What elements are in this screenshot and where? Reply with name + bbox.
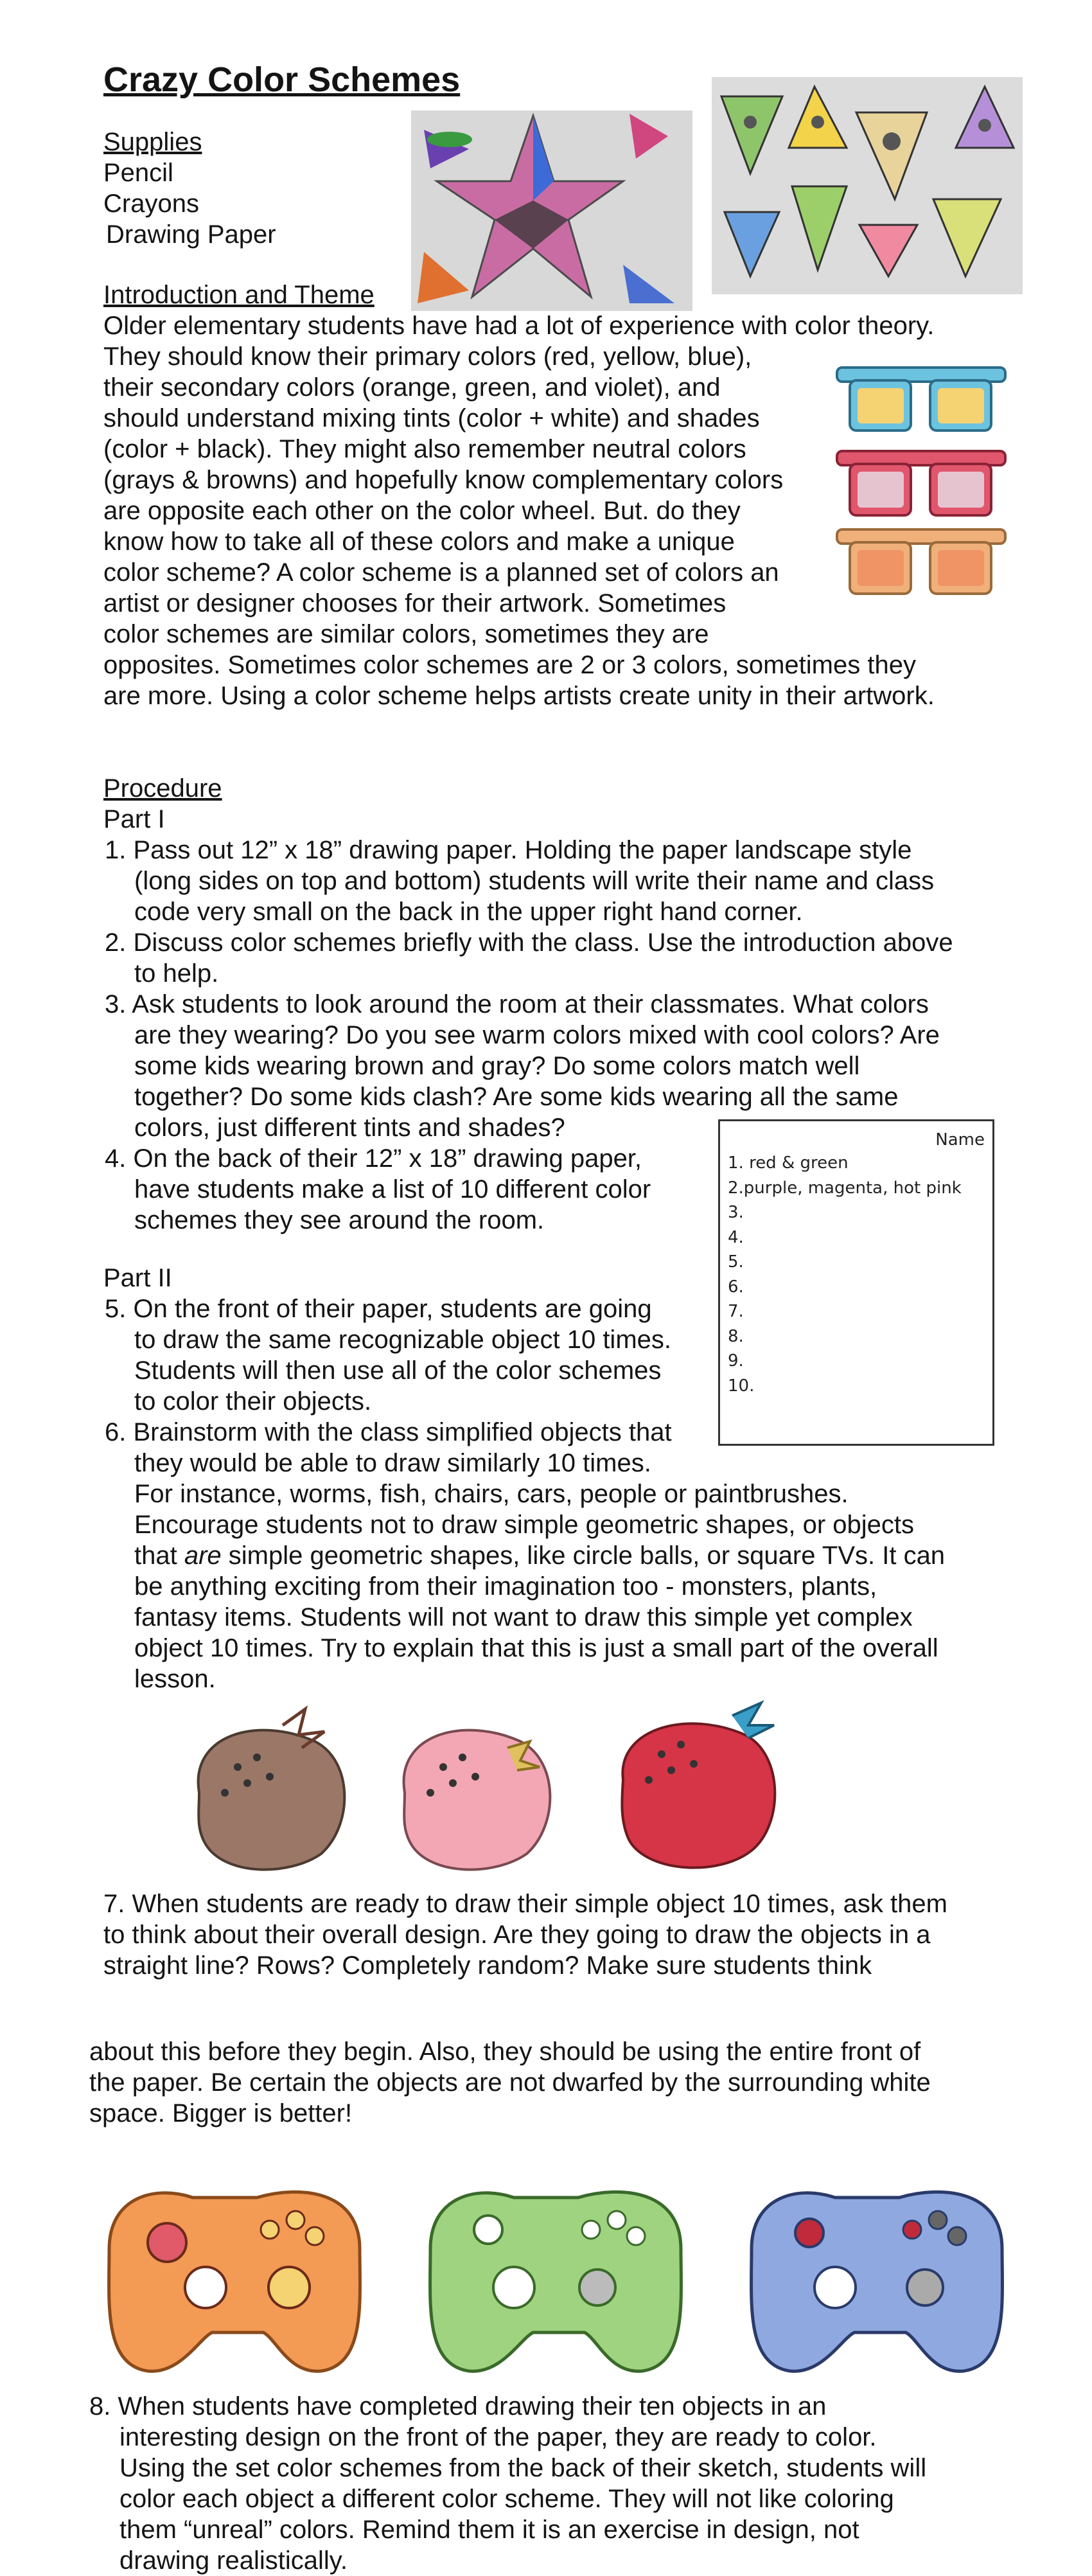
supply-item: Drawing Paper [106,220,276,249]
controller-blue [752,2192,1003,2371]
glasses-illustration [834,361,1008,612]
intro-line: (grays & browns) and hopefully know complementary colors [103,466,784,494]
star-artwork [411,111,692,311]
step-2-cont: to help. [134,959,219,988]
step-5-cont: to color their objects. [134,1387,372,1416]
step-2: 2. Discuss color schemes briefly with the class. Use the introduction above [105,928,953,957]
controllers-drawing [96,2172,1015,2384]
list-item: 3. [728,1203,744,1222]
strawberry-pink [404,1730,550,1870]
star-drawing [411,111,692,311]
step-6-cont: object 10 times. Try to explain that this is just a small part of the overall [134,1634,938,1662]
step-8-cont: them “unreal” colors. Remind them it is an exercise in design, not [119,2516,859,2544]
step-3: 3. Ask students to look around the room at their classmates. What colors [105,990,929,1018]
intro-line: artist or designer chooses for their artwork. Sometimes [103,589,727,617]
step-3-cont: some kids wearing brown and gray? Do some colors match well [134,1052,860,1080]
step-4: 4. On the back of their 12” x 18” drawing paper, [105,1144,642,1173]
intro-line: should understand mixing tints (color + white) and shades [103,404,760,432]
intro-line: opposites. Sometimes color schemes are 2 or 3 colors, sometimes they [103,651,916,679]
intro-line: color scheme? A color scheme is a planned set of colors an [103,558,779,587]
step-6-cont: they would be able to draw similarly 10 times. [134,1449,651,1477]
step-6-are-emphasis: are [184,1541,222,1570]
list-item: 9. [728,1351,744,1371]
list-item: 10. [728,1376,755,1396]
supplies-heading: Supplies [103,128,202,156]
controller-green [430,2192,682,2371]
intro-line: know how to take all of these colors and make a unique [103,528,735,556]
triangle-drawing [712,77,1023,294]
step-1-cont: (long sides on top and bottom) students will write their name and class [134,867,935,895]
page-title: Crazy Color Schemes [103,60,461,99]
step-7-cont: to think about their overall design. Are they going to draw the objects in a [103,1921,931,1949]
step-3-cont: are they wearing? Do you see warm colors mixed with cool colors? Are [134,1021,940,1049]
intro-line: They should know their primary colors (red, yellow, blue), [103,342,752,371]
controller-orange [109,2192,360,2371]
list-item: 7. [728,1302,744,1321]
strawberries-illustration [186,1696,816,1876]
intro-line: Older elementary students have had a lot of experience with color theory. [103,312,935,340]
step-6: 6. Brainstorm with the class simplified objects that [105,1418,672,1446]
list-item: 4. [728,1227,744,1247]
step-8-cont: color each object a different color scheme. They will not like coloring [119,2485,894,2513]
step-6-cont: lesson. [134,1665,216,1693]
step-6-rest: simple geometric shapes, like circle balls, or square TVs. It can [228,1541,946,1570]
step-6-cont: Encourage students not to draw simple geometric shapes, or objects [134,1511,914,1539]
intro-heading: Introduction and Theme [103,281,374,309]
step-1-cont: code very small on the back in the upper right hand corner. [134,898,803,926]
step-7-cont: about this before they begin. Also, they should be using the entire front of [89,2038,921,2066]
step-6-cont: fantasy items. Students will not want to draw this simple yet complex [134,1603,913,1631]
glasses-drawing [834,361,1008,612]
supply-item: Crayons [103,190,199,218]
part2-heading: Part II [103,1264,172,1292]
step-3-cont: together? Do some kids clash? Are some kids wearing all the same [134,1083,899,1111]
step-1: 1. Pass out 12” x 18” drawing paper. Holding the paper landscape style [105,836,912,864]
list-item: 5. [728,1252,744,1272]
step-8-cont: drawing realistically. [119,2546,348,2575]
supply-item: Pencil [103,159,173,187]
step-7-cont: straight line? Rows? Completely random? Make sure students think [103,1951,872,1980]
step-6-cont: be anything exciting from their imagination too - monsters, plants, [134,1572,877,1601]
step-8-cont: interesting design on the front of the paper, they are ready to color. [119,2423,877,2451]
procedure-heading: Procedure [103,774,222,803]
controllers-illustration [96,2172,1015,2384]
step-6-cont [134,1541,945,1571]
example-list-box [718,1119,994,1446]
list-item: 2.purple, magenta, hot pink [728,1178,962,1198]
intro-line: (color + black). They might also remember neutral colors [103,435,746,463]
step-8-cont: Using the set color schemes from the back of their sketch, students will [119,2454,927,2482]
step-7: 7. When students are ready to draw their simple object 10 times, ask them [103,1890,947,1918]
step-7-cont: space. Bigger is better! [89,2099,353,2127]
step-4-cont: schemes they see around the room. [134,1206,545,1234]
intro-line: are more. Using a color scheme helps artists create unity in their artwork. [103,682,935,710]
intro-line: their secondary colors (orange, green, and violet), and [103,373,721,402]
step-7-cont: the paper. Be certain the objects are not dwarfed by the surrounding white [89,2068,931,2097]
step-3-cont: colors, just different tints and shades? [134,1114,565,1142]
list-item: 6. [728,1277,744,1297]
strawberry-red [622,1703,775,1868]
list-name-label: Name [935,1130,985,1150]
strawberries-drawing [186,1696,816,1876]
step-6-that: that [134,1541,184,1570]
step-4-cont: have students make a list of 10 different color [134,1175,651,1204]
intro-line: are opposite each other on the color wheel. But. do they [103,497,741,525]
triangle-artwork [712,77,1023,294]
list-item: 1. red & green [728,1153,849,1173]
step-6-cont: For instance, worms, fish, chairs, cars, people or paintbrushes. [134,1480,849,1508]
step-8: 8. When students have completed drawing their ten objects in an [89,2392,827,2421]
step-5-cont: to draw the same recognizable object 10 times. [134,1326,671,1354]
list-item: 8. [728,1326,744,1346]
part1-heading: Part I [103,805,165,833]
step-5: 5. On the front of their paper, students are going [105,1295,652,1323]
intro-line: color schemes are similar colors, sometimes they are [103,620,709,648]
step-5-cont: Students will then use all of the color schemes [134,1356,662,1385]
strawberry-brown [198,1709,345,1870]
